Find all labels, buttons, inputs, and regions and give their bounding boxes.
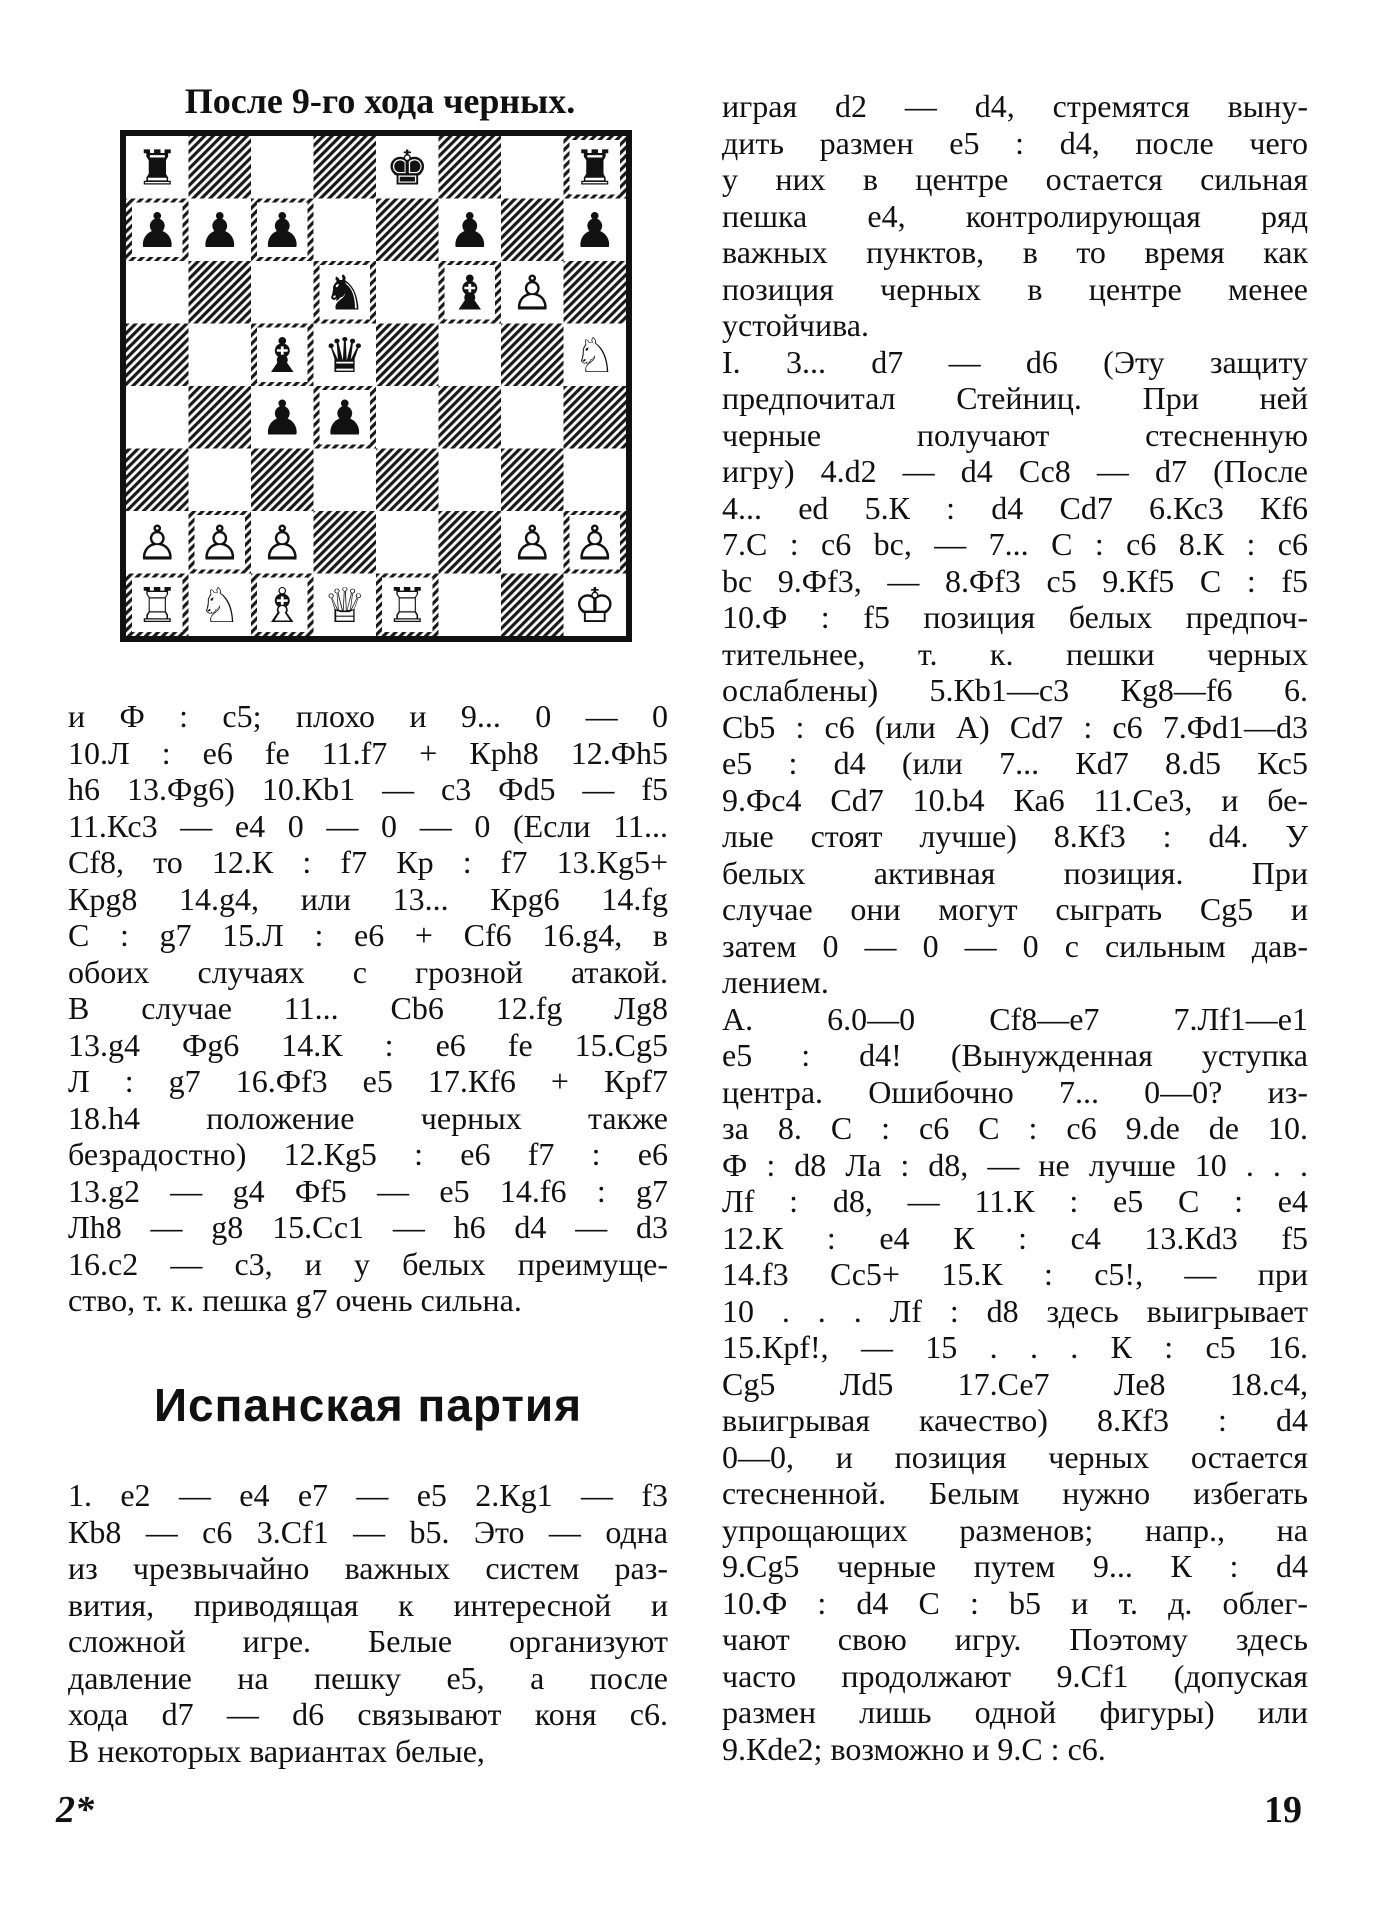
text-line: Ф : d8 Ла : d8, — не лучше 10 . . . [722,1146,1308,1183]
chess-piece: ♙ [260,515,304,572]
light-square [251,261,314,324]
text-line: игру) 4.d2 — d4 Сс8 — d7 (После [722,453,1308,489]
text-line: 13.g4 Фg6 14.К : е6 fe 15.Сg5 [68,1026,668,1063]
text-line: 9.Сg5 черные путем 9... К : d4 [722,1548,1308,1584]
dark-square [376,199,439,262]
text-line: 9.Кdе2; возможно и 9.С : с6. [722,1730,1106,1767]
chess-piece: ♙ [135,515,179,572]
text-line: обоих случаях с грозной атакой. [68,953,668,990]
left-column-continuation [68,698,668,1319]
text-line: Лf : d8, — 11.К : е5 С : е4 [722,1183,1308,1219]
text-line: Сg5 Лd5 17.Се7 Ле8 18.с4, [722,1365,1308,1402]
text-line: Кb8 — с6 3.Сf1 — b5. Это — одна [68,1513,668,1550]
text-line: лые стоят лучше) 8.Кf3 : d4. У [722,818,1308,854]
text-line: Сb5 : с6 (или А) Сd7 : с6 7.Фd1—d3 [722,708,1308,745]
text-line: и Ф : с5; плохо и 9... 0 — 0 [68,698,668,734]
text-line: предпочитал Стейниц. При ней [722,380,1308,416]
text-line: размен лишь одной фигуры) или [722,1694,1308,1730]
dark-square [439,511,502,574]
text-line: 4... еd 5.К : d4 Сd7 6.Кс3 Кf6 [722,489,1308,526]
chess-piece: ♙ [198,515,242,572]
light-square [439,449,502,512]
light-square [376,386,439,449]
text-line: 16.с2 — с3, и у белых преимуще- [68,1245,668,1282]
text-line: из чрезвычайно важных систем раз- [68,1550,668,1586]
light-square [439,574,502,637]
text-line: 1. е2 — е4 е7 — е5 2.Кg1 — f3 [68,1477,668,1513]
printer-signature: 2* [56,1789,94,1831]
text-line: 10.Л : е6 fe 11.f7 + Крh8 12.Фh5 [68,734,668,771]
text-line: чают свою игру. Поэтому здесь [722,1621,1308,1657]
text-line: е5 : d4 (или 7... Кd7 8.d5 Кс5 [722,745,1308,781]
chess-piece: ♙ [510,515,554,572]
text-line: 13.g2 — g4 Фf5 — е5 14.f6 : g7 [68,1172,668,1209]
chess-piece: ♝ [448,265,492,322]
text-line: центра. Ошибочно 7... 0—0? из- [722,1073,1308,1110]
text-line: Л : g7 16.Фf3 е5 17.Кf6 + Крf7 [68,1063,668,1099]
light-square [564,449,627,512]
chess-piece: ♖ [135,577,179,634]
dark-square [251,449,314,512]
dark-square [126,449,189,512]
chess-diagram [120,130,632,642]
chess-piece: ♟ [573,202,617,259]
light-square [314,199,377,262]
text-line: Крg8 14.g4, или 13... Крg6 14.fg [68,880,668,917]
text-line: С : g7 15.Л : е6 + Сf6 16.g4, в [68,917,668,953]
chess-piece: ♕ [323,577,367,634]
dark-square [189,386,252,449]
dark-square [314,511,377,574]
chess-piece: ♟ [260,202,304,259]
light-square [439,324,502,387]
text-line: 18.h4 положение черных также [68,1099,668,1136]
dark-square [564,261,627,324]
text-line: важных пунктов, в то время как [722,234,1308,270]
chess-piece: ♞ [323,265,367,322]
text-line: В некоторых вариантах белые, [68,1732,485,1769]
text-line: 11.Кс3 — е4 0 — 0 — 0 (Если 11... [68,807,668,844]
dark-square [501,324,564,387]
text-line: пешка е4, контролирующая ряд [722,197,1308,234]
text-line: ослаблены) 5.Кb1—с3 Кg8—f6 6. [722,672,1308,708]
light-square [501,386,564,449]
section-heading: Испанская партия [153,1379,583,1431]
page-number: 19 [1264,1789,1302,1831]
chess-piece: ♜ [135,140,179,197]
dark-square [564,386,627,449]
text-line: черные получают стесненную [722,416,1308,453]
chess-piece: ♘ [573,327,617,384]
text-line: вития, приводящая к интересной и [68,1586,668,1623]
text-line: 10.Ф : f5 позиция белых предпоч- [722,599,1308,635]
text-line: безрадостно) 12.Кg5 : е6 f7 : е6 [68,1136,668,1172]
text-line: Лh8 — g8 15.Сс1 — h6 d4 — d3 [68,1209,668,1245]
chess-piece: ♙ [573,515,617,572]
chess-piece: ♟ [448,202,492,259]
chess-piece: ♘ [198,577,242,634]
text-line: позиция черных в центре менее [722,270,1308,307]
text-line: I. 3... d7 — d6 (Эту защиту [722,343,1308,380]
dark-square [376,449,439,512]
chess-piece: ♗ [260,577,304,634]
chess-piece: ♙ [510,265,554,322]
light-square [126,261,189,324]
chess-piece: ♚ [385,140,429,197]
text-line: ство, т. к. пешка g7 очень сильна. [68,1282,522,1318]
text-line: устойчива. [722,307,869,343]
light-square [501,136,564,199]
chess-piece: ♟ [260,390,304,447]
left-column-opening-text [68,1477,668,1769]
text-line: А. 6.0—0 Сf8—е7 7.Лf1—е1 [722,1000,1308,1037]
light-square [376,511,439,574]
text-line: часто продолжают 9.Сf1 (допуская [722,1657,1308,1694]
light-square [376,261,439,324]
text-line: В случае 11... Сb6 12.fg Лg8 [68,990,668,1026]
text-line: Сf8, то 12.К : f7 Кр : f7 13.Кg5+ [68,844,668,880]
dark-square [501,199,564,262]
text-line: у них в центре остается сильная [722,161,1308,197]
text-line: h6 13.Фg6) 10.Кb1 — с3 Фd5 — f5 [68,771,668,807]
text-line: дить размен е5 : d4, после чего [722,124,1308,161]
text-line: лением. [722,964,829,1000]
text-line: упрощающих разменов; напр., на [722,1511,1308,1548]
text-line: 15.Крf!, — 15 . . . К : с5 16. [722,1329,1308,1365]
light-square [189,324,252,387]
text-line: сложной игре. Белые организуют [68,1623,668,1659]
text-line: 10 . . . Лf : d8 здесь выигрывает [722,1292,1308,1329]
text-line: 14.f3 Сс5+ 15.К : с5!, — при [722,1256,1308,1292]
chess-piece: ♟ [323,390,367,447]
chess-piece: ♝ [260,327,304,384]
text-line: хода d7 — d6 связывают коня с6. [68,1696,668,1732]
light-square [251,136,314,199]
right-column-text [722,88,1308,1767]
dark-square [501,574,564,637]
text-line: 7.С : с6 bс, — 7... С : с6 8.К : с6 [722,526,1308,562]
dark-square [501,449,564,512]
light-square [189,449,252,512]
text-line: давление на пешку е5, а после [68,1659,668,1696]
chess-piece: ♖ [385,577,429,634]
diagram-caption: После 9-го хода черных. [184,81,576,121]
text-line: 10.Ф : d4 С : b5 и т. д. облег- [722,1584,1308,1621]
text-line: bс 9.Фf3, — 8.Фf3 с5 9.Кf5 С : f5 [722,562,1308,599]
text-line: стесненной. Белым нужно избегать [722,1475,1308,1511]
chess-piece: ♟ [135,202,179,259]
text-line: выигрывая качество) 8.Кf3 : d4 [722,1402,1308,1438]
text-line: белых активная позиция. При [722,854,1308,891]
dark-square [439,386,502,449]
chess-piece: ♔ [573,577,617,634]
text-line: е5 : d4! (Вынужденная уступка [722,1037,1308,1073]
chess-piece: ♜ [573,140,617,197]
dark-square [376,324,439,387]
text-line: играя d2 — d4, стремятся выну- [722,88,1308,124]
text-line: 0—0, и позиция черных остается [722,1438,1308,1475]
dark-square [439,136,502,199]
dark-square [189,136,252,199]
text-line: за 8. С : с6 С : с6 9.dе dе 10. [722,1110,1308,1146]
text-line: случае они могут сыграть Сg5 и [722,891,1308,927]
dark-square [189,261,252,324]
chess-piece: ♟ [198,202,242,259]
light-square [314,449,377,512]
text-line: 12.К : е4 К : с4 13.Кd3 f5 [722,1219,1308,1256]
chess-piece: ♛ [323,327,367,384]
text-line: тительнее, т. к. пешки черных [722,635,1308,672]
light-square [126,386,189,449]
dark-square [126,324,189,387]
text-line: 9.Фс4 Сd7 10.b4 Ка6 11.Се3, и бе- [722,781,1308,818]
chess-board [126,136,626,636]
text-line: затем 0 — 0 — 0 с сильным дав- [722,927,1308,964]
dark-square [314,136,377,199]
